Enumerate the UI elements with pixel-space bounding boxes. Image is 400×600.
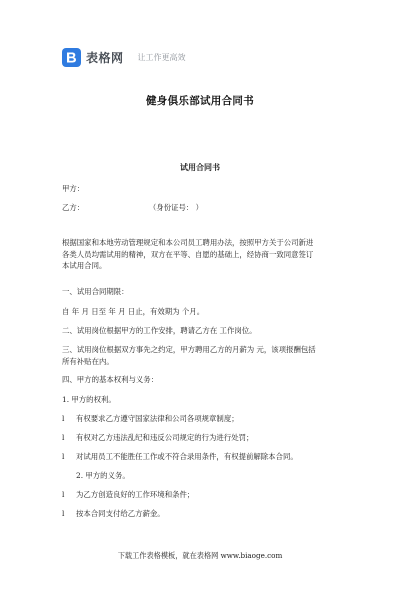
- list-item: l 对试用员工不能胜任工作或不符合录用条件，有权提前解除本合同。: [62, 452, 298, 461]
- section-3-line: 三、试用岗位根据双方事先之约定，甲方聘用乙方的月薪为 元，该项报酬包括: [62, 345, 316, 354]
- document-title: 健身俱乐部试用合同书: [146, 95, 254, 107]
- bullet-marker: l: [62, 433, 65, 442]
- party-b-id: （身份证号： ）: [148, 203, 203, 212]
- duties-title: 2. 甲方的义务。: [76, 471, 130, 480]
- brand-slogan: 让工作更高效: [137, 52, 186, 62]
- brand-logo[interactable]: [62, 46, 186, 68]
- section-3: [62, 344, 344, 367]
- intro-line: 各类人员均需试用的精神，双方在平等、自愿的基础上，经协商一致同意签订: [62, 249, 314, 259]
- section-3-line: 所有补贴在内。: [62, 356, 114, 366]
- section-1-detail: 自 年 月 日至 年 月 日止，有效期为 个月。: [62, 307, 205, 316]
- bullet-marker: l: [62, 509, 65, 518]
- bullet-marker: l: [62, 490, 65, 499]
- document-subtitle: 试用合同书: [180, 162, 220, 172]
- b-logo-icon: [62, 48, 81, 67]
- party-b-label: 乙方：: [62, 203, 85, 212]
- party-b-line: [62, 202, 344, 214]
- intro-line: 根据国家和本地劳动管理规定和本公司员工聘用办法，按照甲方关于公司新进: [62, 238, 314, 247]
- bullet-marker: l: [62, 452, 65, 461]
- list-item: l 为乙方创造良好的工作环境和条件；: [62, 490, 195, 499]
- section-4-heading: 四、甲方的基本权利与义务：: [62, 375, 159, 384]
- bullet-marker: l: [62, 414, 65, 423]
- party-a-line: 甲方：: [62, 184, 85, 193]
- footer-download-link[interactable]: 下载工作表格模板，就在表格网 www.biaoge.com: [117, 551, 283, 560]
- list-item: l 有权对乙方违法乱纪和违反公司规定的行为进行处罚；: [62, 433, 254, 442]
- brand-name: 表格网: [86, 50, 124, 65]
- intro-paragraph: [62, 237, 344, 272]
- list-item: l 有权要求乙方遵守国家法律和公司各项规章制度；: [62, 414, 239, 423]
- intro-line: 本试用合同。: [62, 261, 107, 270]
- list-item: l 按本合同支付给乙方薪金。: [62, 509, 165, 518]
- rights-title: 1. 甲方的权利。: [62, 395, 116, 404]
- section-1-heading: 一、试用合同期限：: [62, 287, 129, 296]
- section-2: 二、试用岗位根据甲方的工作安排，聘请乙方在 工作岗位。: [62, 326, 257, 335]
